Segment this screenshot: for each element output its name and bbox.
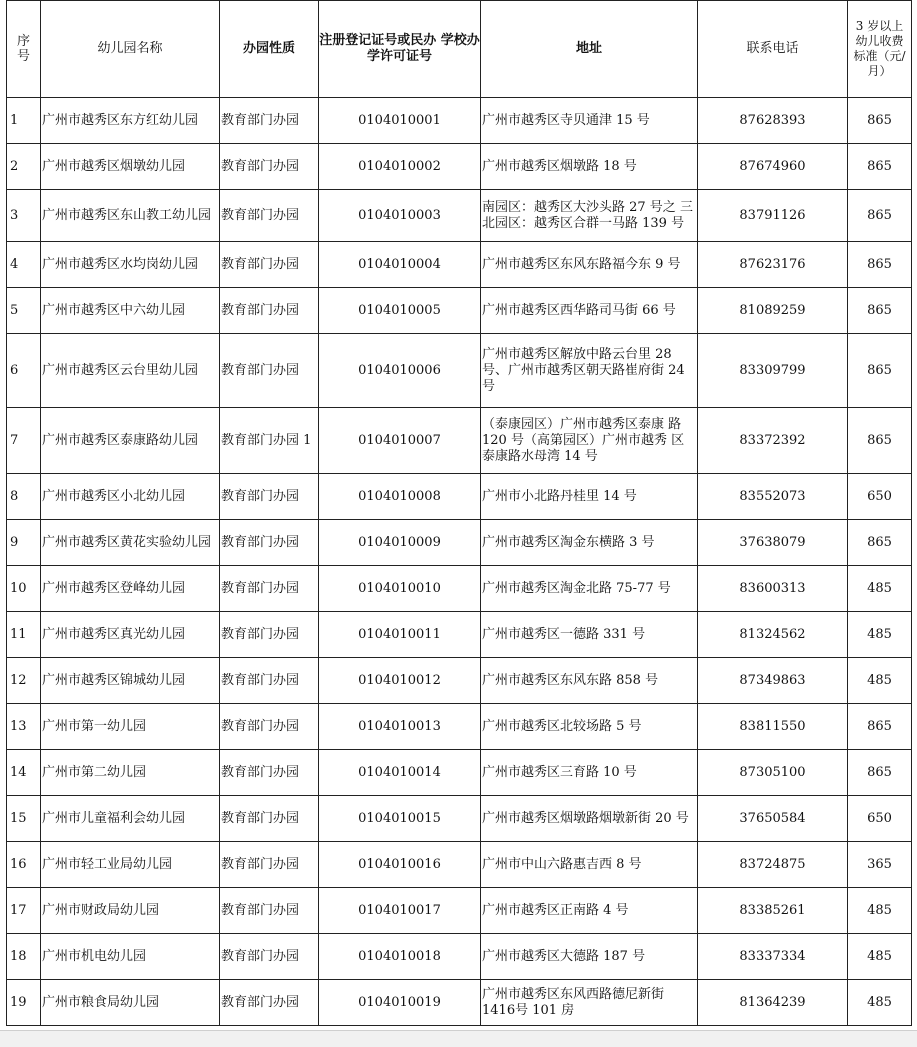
row-phone: 83372392 (698, 408, 848, 474)
row-license: 0104010019 (319, 980, 481, 1026)
row-address: 广州市越秀区解放中路云台里 28 号、广州市越秀区朝天路崔府街 24 号 (481, 334, 698, 408)
header-name: 幼儿园名称 (41, 1, 220, 98)
row-phone: 87623176 (698, 242, 848, 288)
row-address: 广州市越秀区北较场路 5 号 (481, 704, 698, 750)
row-license: 0104010011 (319, 612, 481, 658)
row-address: 广州市小北路丹桂里 14 号 (481, 474, 698, 520)
row-license: 0104010005 (319, 288, 481, 334)
header-phone: 联系电话 (698, 1, 848, 98)
row-fee: 865 (848, 750, 912, 796)
row-address: 广州市越秀区东风西路德尼新街 1416号 101 房 (481, 980, 698, 1026)
row-type: 教育部门办园 (220, 242, 319, 288)
row-type: 教育部门办园 (220, 750, 319, 796)
row-fee: 365 (848, 842, 912, 888)
row-license: 0104010015 (319, 796, 481, 842)
row-seq: 10 (7, 566, 41, 612)
row-seq: 4 (7, 242, 41, 288)
row-type: 教育部门办园 (220, 98, 319, 144)
row-seq: 19 (7, 980, 41, 1026)
row-license: 0104010006 (319, 334, 481, 408)
row-fee: 485 (848, 888, 912, 934)
row-fee: 865 (848, 520, 912, 566)
row-address: 广州市越秀区寺贝通津 15 号 (481, 98, 698, 144)
row-seq: 17 (7, 888, 41, 934)
row-fee: 485 (848, 658, 912, 704)
row-address: 广州市越秀区烟墩路 18 号 (481, 144, 698, 190)
row-phone: 83309799 (698, 334, 848, 408)
row-name: 广州市越秀区烟墩幼儿园 (41, 144, 220, 190)
table-row (7, 796, 912, 842)
row-fee: 865 (848, 288, 912, 334)
table-row (7, 704, 912, 750)
row-seq: 1 (7, 98, 41, 144)
row-address: 广州市越秀区大德路 187 号 (481, 934, 698, 980)
row-address: 广州市越秀区淘金北路 75-77 号 (481, 566, 698, 612)
row-phone: 87305100 (698, 750, 848, 796)
row-license: 0104010013 (319, 704, 481, 750)
row-type: 教育部门办园 1 (220, 408, 319, 474)
row-name: 广州市越秀区小北幼儿园 (41, 474, 220, 520)
row-license: 0104010004 (319, 242, 481, 288)
row-name: 广州市儿童福利会幼儿园 (41, 796, 220, 842)
header-address: 地址 (481, 1, 698, 98)
table-row (7, 520, 912, 566)
row-license: 0104010009 (319, 520, 481, 566)
table-row (7, 144, 912, 190)
table-row (7, 408, 912, 474)
table-row (7, 190, 912, 242)
row-type: 教育部门办园 (220, 144, 319, 190)
row-name: 广州市越秀区云台里幼儿园 (41, 334, 220, 408)
row-fee: 865 (848, 144, 912, 190)
row-address: 南园区：越秀区大沙头路 27 号之 三北园区：越秀区合群一马路 139 号 (481, 190, 698, 242)
row-fee: 650 (848, 474, 912, 520)
row-phone: 81089259 (698, 288, 848, 334)
table-row (7, 842, 912, 888)
row-name: 广州市越秀区中六幼儿园 (41, 288, 220, 334)
row-fee: 485 (848, 566, 912, 612)
row-phone: 83600313 (698, 566, 848, 612)
row-license: 0104010007 (319, 408, 481, 474)
row-type: 教育部门办园 (220, 658, 319, 704)
row-phone: 37650584 (698, 796, 848, 842)
row-type: 教育部门办园 (220, 888, 319, 934)
row-phone: 87349863 (698, 658, 848, 704)
row-name: 广州市机电幼儿园 (41, 934, 220, 980)
row-address: 广州市中山六路惠吉西 8 号 (481, 842, 698, 888)
table-row (7, 658, 912, 704)
table-row (7, 934, 912, 980)
row-license: 0104010001 (319, 98, 481, 144)
row-name: 广州市越秀区锦城幼儿园 (41, 658, 220, 704)
row-license: 0104010012 (319, 658, 481, 704)
row-seq: 13 (7, 704, 41, 750)
row-fee: 865 (848, 704, 912, 750)
row-fee: 865 (848, 334, 912, 408)
row-type: 教育部门办园 (220, 334, 319, 408)
row-type: 教育部门办园 (220, 980, 319, 1026)
row-fee: 865 (848, 98, 912, 144)
row-fee: 650 (848, 796, 912, 842)
header-license: 注册登记证号或民办 学校办学许可证号 (319, 1, 481, 98)
row-seq: 9 (7, 520, 41, 566)
row-address: 广州市越秀区东风东路 858 号 (481, 658, 698, 704)
row-name: 广州市越秀区真光幼儿园 (41, 612, 220, 658)
row-type: 教育部门办园 (220, 566, 319, 612)
row-phone: 83811550 (698, 704, 848, 750)
row-fee: 865 (848, 242, 912, 288)
bottom-strip (0, 1030, 917, 1047)
row-seq: 16 (7, 842, 41, 888)
row-license: 0104010018 (319, 934, 481, 980)
row-license: 0104010010 (319, 566, 481, 612)
row-seq: 5 (7, 288, 41, 334)
row-phone: 83337334 (698, 934, 848, 980)
row-phone: 83385261 (698, 888, 848, 934)
row-phone: 37638079 (698, 520, 848, 566)
row-license: 0104010014 (319, 750, 481, 796)
row-license: 0104010016 (319, 842, 481, 888)
table-row (7, 474, 912, 520)
table-row (7, 612, 912, 658)
row-name: 广州市越秀区泰康路幼儿园 (41, 408, 220, 474)
row-type: 教育部门办园 (220, 288, 319, 334)
row-type: 教育部门办园 (220, 704, 319, 750)
row-type: 教育部门办园 (220, 796, 319, 842)
row-seq: 15 (7, 796, 41, 842)
row-seq: 14 (7, 750, 41, 796)
row-phone: 81364239 (698, 980, 848, 1026)
row-address: （泰康园区）广州市越秀区泰康 路 120 号（高第园区）广州市越秀 区泰康路水母湾 14 号 (481, 408, 698, 474)
row-phone: 83724875 (698, 842, 848, 888)
kindergarten-table (6, 0, 912, 1026)
row-address: 广州市越秀区一德路 331 号 (481, 612, 698, 658)
table-row (7, 242, 912, 288)
table-row (7, 980, 912, 1026)
row-fee: 485 (848, 934, 912, 980)
row-address: 广州市越秀区正南路 4 号 (481, 888, 698, 934)
table-header-row (7, 1, 912, 98)
table-row (7, 334, 912, 408)
row-type: 教育部门办园 (220, 474, 319, 520)
row-phone: 81324562 (698, 612, 848, 658)
row-type: 教育部门办园 (220, 934, 319, 980)
row-fee: 865 (848, 408, 912, 474)
row-phone: 83791126 (698, 190, 848, 242)
table-row (7, 888, 912, 934)
row-type: 教育部门办园 (220, 842, 319, 888)
row-fee: 865 (848, 190, 912, 242)
row-type: 教育部门办园 (220, 520, 319, 566)
row-fee: 485 (848, 612, 912, 658)
row-address: 广州市越秀区三育路 10 号 (481, 750, 698, 796)
table-row (7, 566, 912, 612)
row-seq: 6 (7, 334, 41, 408)
row-fee: 485 (848, 980, 912, 1026)
row-seq: 2 (7, 144, 41, 190)
row-license: 0104010002 (319, 144, 481, 190)
row-license: 0104010017 (319, 888, 481, 934)
row-seq: 7 (7, 408, 41, 474)
row-phone: 83552073 (698, 474, 848, 520)
row-seq: 18 (7, 934, 41, 980)
row-phone: 87628393 (698, 98, 848, 144)
header-fee: 3 岁以上幼儿收费标准（元/ 月） (848, 1, 912, 98)
row-address: 广州市越秀区烟墩路烟墩新街 20 号 (481, 796, 698, 842)
row-license: 0104010008 (319, 474, 481, 520)
row-phone: 87674960 (698, 144, 848, 190)
row-name: 广州市财政局幼儿园 (41, 888, 220, 934)
row-name: 广州市第一幼儿园 (41, 704, 220, 750)
header-type: 办园性质 (220, 1, 319, 98)
row-address: 广州市越秀区东风东路福今东 9 号 (481, 242, 698, 288)
table-row (7, 288, 912, 334)
row-address: 广州市越秀区淘金东横路 3 号 (481, 520, 698, 566)
row-address: 广州市越秀区西华路司马街 66 号 (481, 288, 698, 334)
row-name: 广州市第二幼儿园 (41, 750, 220, 796)
table-row (7, 98, 912, 144)
row-name: 广州市越秀区登峰幼儿园 (41, 566, 220, 612)
row-type: 教育部门办园 (220, 612, 319, 658)
row-license: 0104010003 (319, 190, 481, 242)
row-name: 广州市粮食局幼儿园 (41, 980, 220, 1026)
row-seq: 8 (7, 474, 41, 520)
row-seq: 11 (7, 612, 41, 658)
row-name: 广州市越秀区东方红幼儿园 (41, 98, 220, 144)
row-name: 广州市轻工业局幼儿园 (41, 842, 220, 888)
row-type: 教育部门办园 (220, 190, 319, 242)
row-name: 广州市越秀区东山教工幼儿园 (41, 190, 220, 242)
row-name: 广州市越秀区水均岗幼儿园 (41, 242, 220, 288)
header-seq: 序号 (7, 1, 41, 98)
table-row (7, 750, 912, 796)
row-seq: 3 (7, 190, 41, 242)
row-name: 广州市越秀区黄花实验幼儿园 (41, 520, 220, 566)
row-seq: 12 (7, 658, 41, 704)
